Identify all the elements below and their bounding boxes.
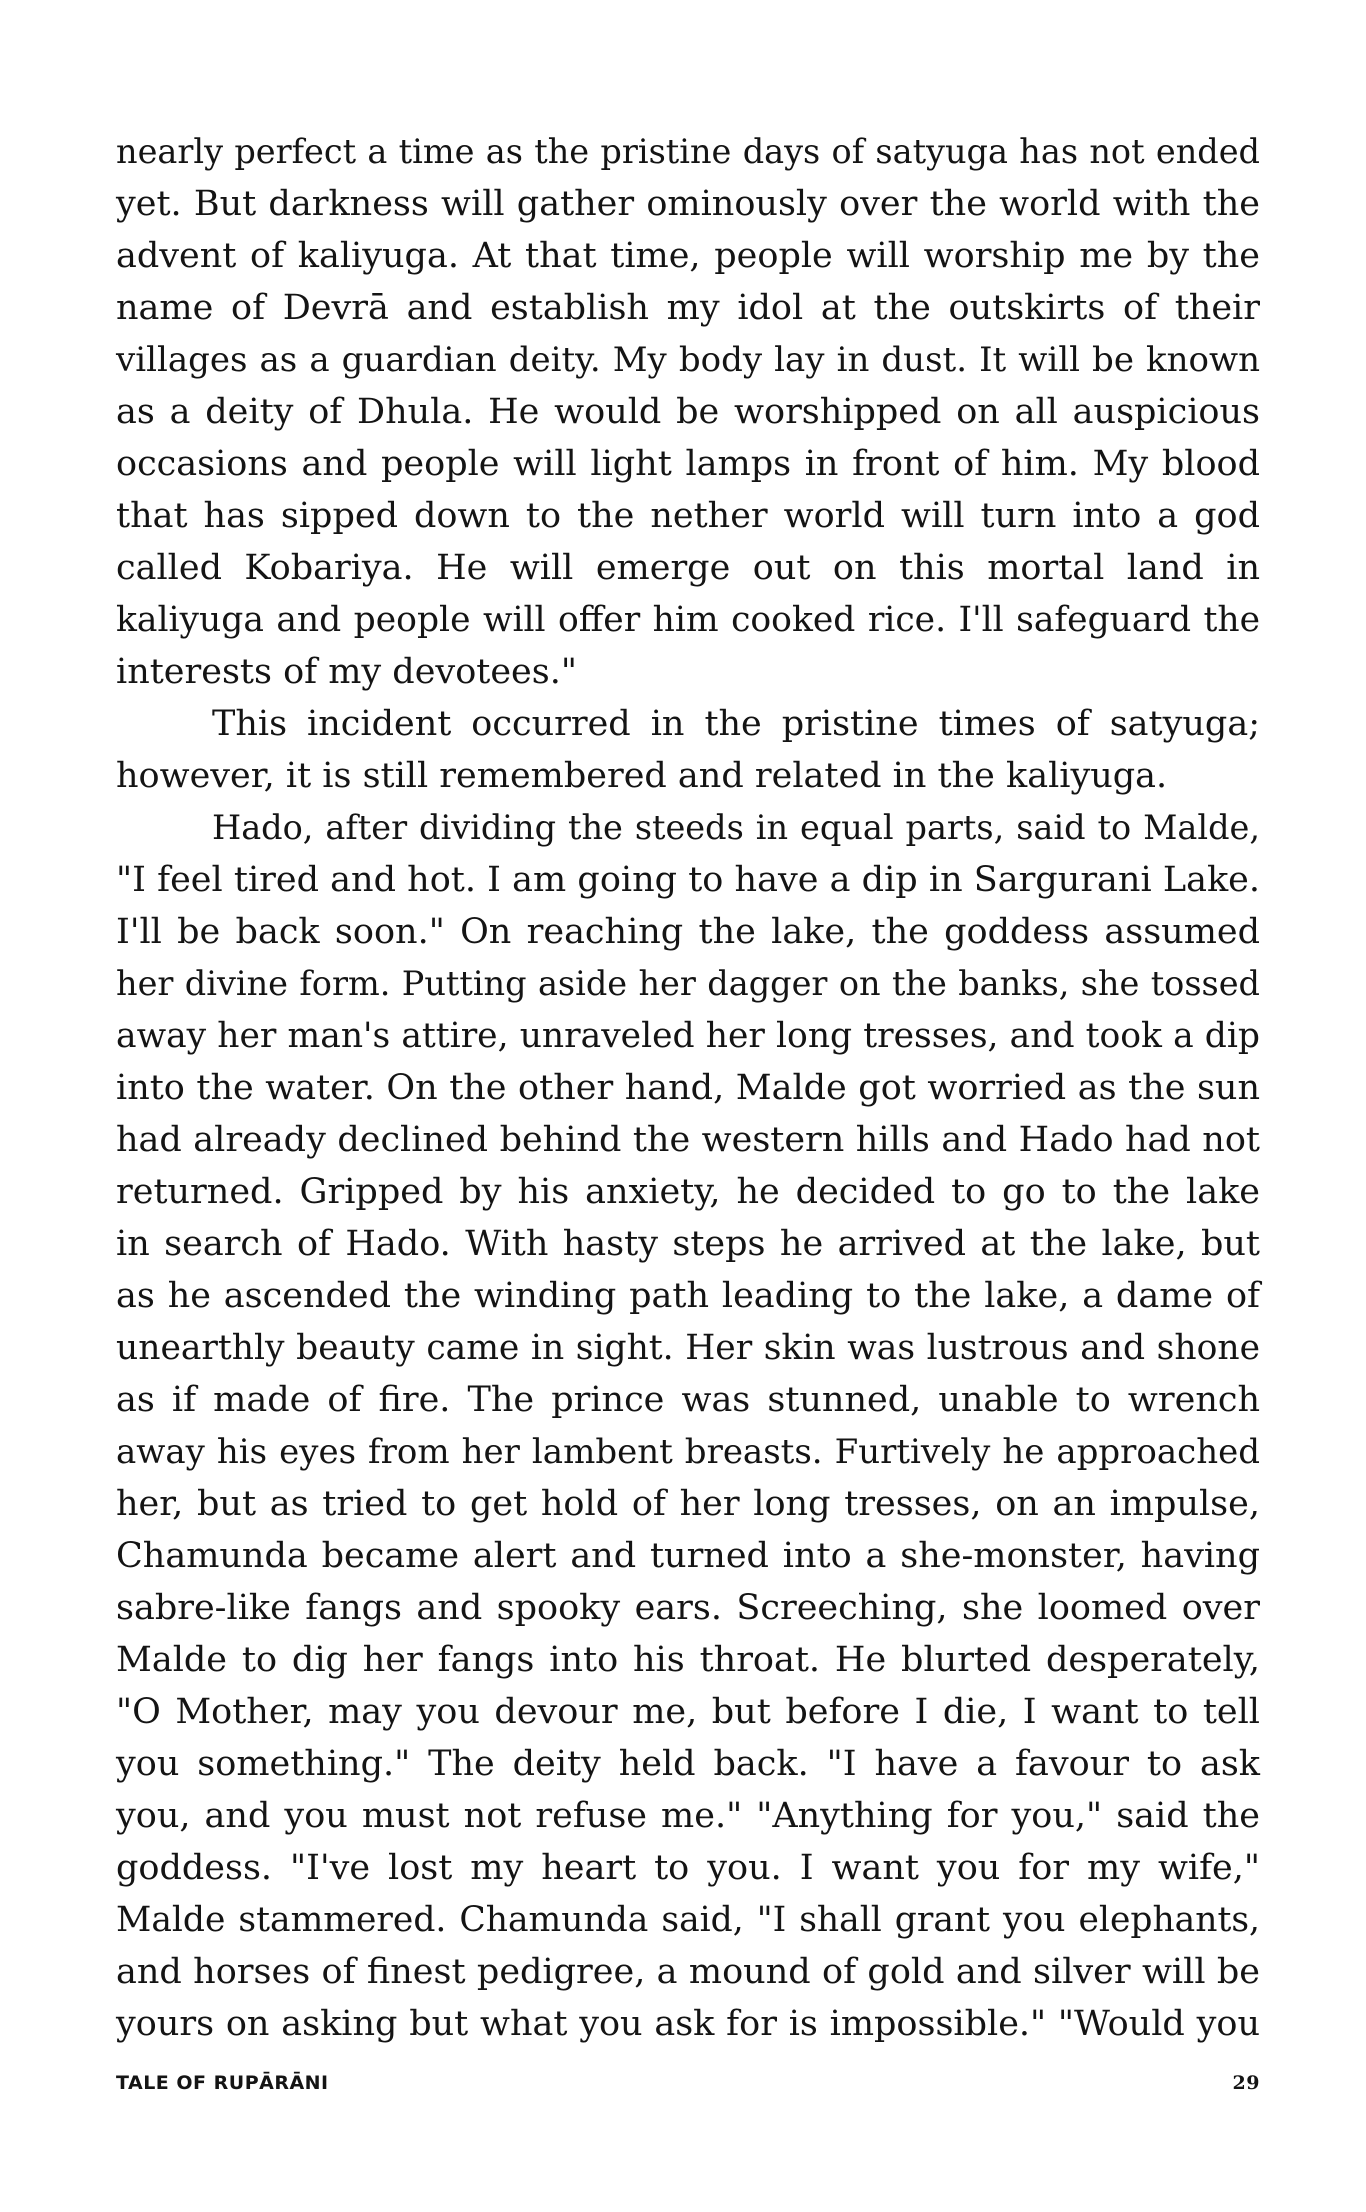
text-line: that has sipped down to the nether world will turn into a god — [116, 496, 1260, 536]
text-line: yours on asking but what you ask for is impossible." "Would you — [116, 2004, 1260, 2044]
text-line: nearly perfect a time as the pristine days of satyuga has not ended — [116, 132, 1260, 171]
page-body — [116, 126, 1260, 2050]
text-line: unearthly beauty came in sight. Her skin was lustrous and shone — [116, 1328, 1260, 1368]
text-line: and horses of finest pedigree, a mound of gold and silver will be — [116, 1952, 1260, 1992]
page-footer — [116, 2072, 1260, 2112]
text-line: her divine form. Putting aside her dagger on the banks, she tossed — [116, 964, 1260, 1003]
text-line: into the water. On the other hand, Malde got worried as the sun — [116, 1068, 1260, 1108]
text-line: Malde stammered. Chamunda said, "I shall grant you elephants, — [116, 1900, 1260, 1940]
text-line: "I feel tired and hot. I am going to have a dip in Sargurani Lake. — [116, 860, 1260, 900]
page-number: 29 — [1232, 2072, 1260, 2094]
text-line: Chamunda became alert and turned into a she-monster, having — [116, 1536, 1260, 1576]
text-line: advent of kaliyuga. At that time, people will worship me by the — [116, 236, 1260, 276]
text-line: goddess. "I've lost my heart to you. I want you for my wife," — [116, 1848, 1260, 1888]
text-line: returned. Gripped by his anxiety, he decided to go to the lake — [116, 1172, 1260, 1212]
paragraph-1 — [116, 126, 1260, 698]
text-line: as if made of fire. The prince was stunned, unable to wrench — [116, 1380, 1260, 1420]
text-line: as a deity of Dhula. He would be worshipped on all auspicious — [116, 392, 1260, 432]
text-line: Malde to dig her fangs into his throat. He blurted desperately, — [116, 1640, 1260, 1680]
running-footer-title: TALE OF RUPĀRĀNI — [116, 2072, 329, 2094]
text-line: you something." The deity held back. "I have a favour to ask — [116, 1744, 1260, 1784]
text-line: name of Devrā and establish my idol at the outskirts of their — [116, 288, 1260, 328]
text-line: called Kobariya. He will emerge out on this mortal land in — [116, 548, 1260, 588]
text-line: however, it is still remembered and related in the kaliyuga. — [116, 756, 1168, 796]
text-line: villages as a guardian deity. My body lay in dust. It will be known — [116, 340, 1260, 380]
text-line: occasions and people will light lamps in front of him. My blood — [116, 444, 1260, 484]
text-line: This incident occurred in the pristine times of satyuga; — [212, 704, 1260, 744]
text-line: as he ascended the winding path leading to the lake, a dame of — [116, 1276, 1260, 1316]
text-line: away his eyes from her lambent breasts. Furtively he approached — [116, 1432, 1260, 1472]
paragraph-2 — [116, 698, 1260, 802]
text-line: her, but as tried to get hold of her long tresses, on an impulse, — [116, 1484, 1260, 1524]
text-line: interests of my devotees." — [116, 652, 577, 692]
text-line: kaliyuga and people will offer him cooked rice. I'll safeguard the — [116, 600, 1260, 640]
text-line: I'll be back soon." On reaching the lake, the goddess assumed — [116, 912, 1260, 952]
text-line: Hado, after dividing the steeds in equal parts, said to Malde, — [212, 808, 1260, 847]
text-line: "O Mother, may you devour me, but before I die, I want to tell — [116, 1692, 1260, 1732]
text-line: had already declined behind the western hills and Hado had not — [116, 1120, 1260, 1160]
text-line: sabre-like fangs and spooky ears. Screeching, she loomed over — [116, 1588, 1260, 1628]
paragraph-3 — [116, 802, 1260, 2050]
text-line: yet. But darkness will gather ominously over the world with the — [116, 184, 1260, 224]
text-line: you, and you must not refuse me." "Anything for you," said the — [116, 1796, 1260, 1836]
text-line: away her man's attire, unraveled her long tresses, and took a dip — [116, 1016, 1260, 1056]
text-line: in search of Hado. With hasty steps he arrived at the lake, but — [116, 1224, 1260, 1264]
